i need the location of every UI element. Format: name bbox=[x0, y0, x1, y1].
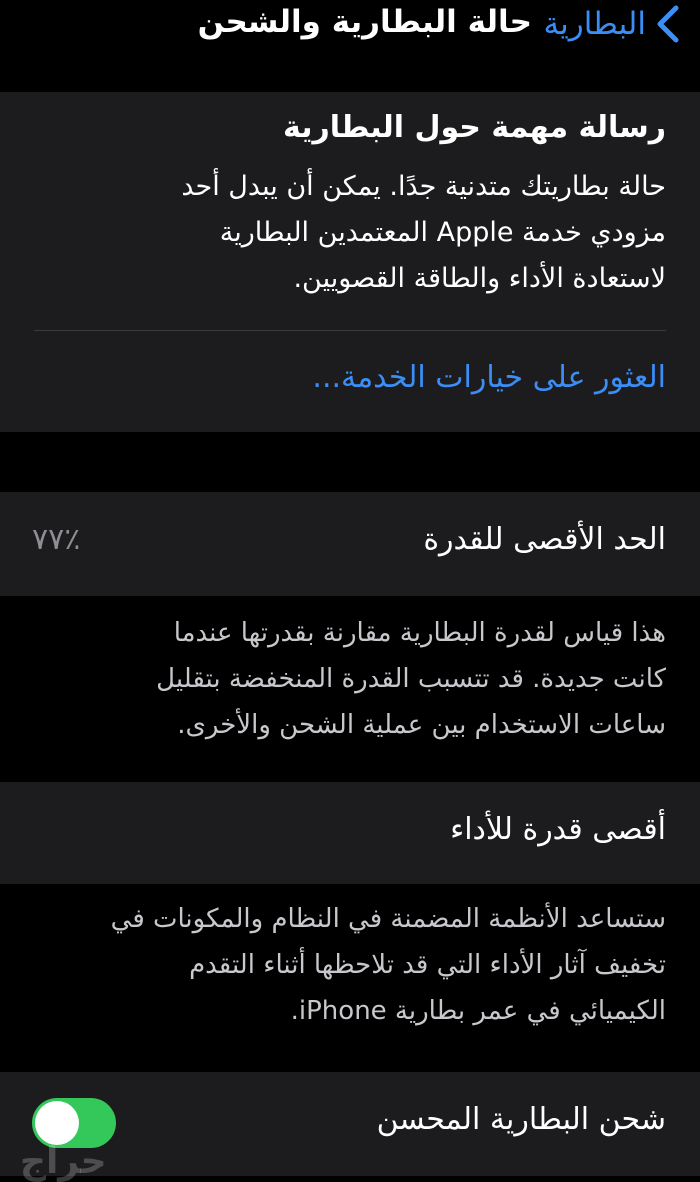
description-line: ساعات الاستخدام بين عملية الشحن والأخرى. bbox=[177, 710, 666, 740]
back-label: البطارية bbox=[543, 6, 646, 42]
max-capacity-description bbox=[26, 610, 666, 748]
description-line: هذا قياس لقدرة البطارية مقارنة بقدرتها عندما bbox=[173, 618, 666, 648]
watermark-logo: حراج bbox=[20, 1141, 107, 1182]
description-line: الكيميائي في عمر بطارية iPhone. bbox=[290, 996, 666, 1026]
peak-performance-label: أقصى قدرة للأداء bbox=[450, 812, 666, 847]
important-message-line: حالة بطاريتك متدنية جدًا. يمكن أن يبدل أحد bbox=[181, 171, 666, 202]
page-title: حالة البطارية والشحن bbox=[197, 4, 532, 40]
important-message-body bbox=[26, 164, 666, 302]
description-line: كانت جديدة. قد تتسبب القدرة المنخفضة بتقليل bbox=[156, 664, 666, 694]
max-capacity-label: الحد الأقصى للقدرة bbox=[423, 522, 666, 557]
optimized-charging-label: شحن البطارية المحسن bbox=[376, 1102, 666, 1137]
description-line: تخفيف آثار الأداء التي قد تلاحظها أثناء التقدم bbox=[189, 950, 666, 980]
navigation-bar bbox=[0, 0, 700, 56]
back-button[interactable] bbox=[543, 4, 680, 44]
important-message-line: مزودي خدمة Apple المعتمدين البطارية bbox=[219, 217, 666, 248]
max-capacity-value: ٪٧٧ bbox=[32, 522, 81, 557]
peak-performance-description bbox=[26, 896, 666, 1034]
find-service-options-link[interactable]: العثور على خيارات الخدمة... bbox=[312, 360, 666, 395]
important-message-heading: رسالة مهمة حول البطارية bbox=[283, 110, 666, 145]
toggle-knob bbox=[35, 1101, 79, 1145]
divider bbox=[34, 330, 666, 331]
description-line: ستساعد الأنظمة المضمنة في النظام والمكونات في bbox=[110, 904, 666, 934]
max-capacity-row bbox=[0, 492, 700, 596]
chevron-left-icon bbox=[654, 4, 680, 44]
important-message-card bbox=[0, 92, 700, 432]
peak-performance-row bbox=[0, 782, 700, 884]
important-message-line: لاستعادة الأداء والطاقة القصويين. bbox=[293, 263, 666, 294]
